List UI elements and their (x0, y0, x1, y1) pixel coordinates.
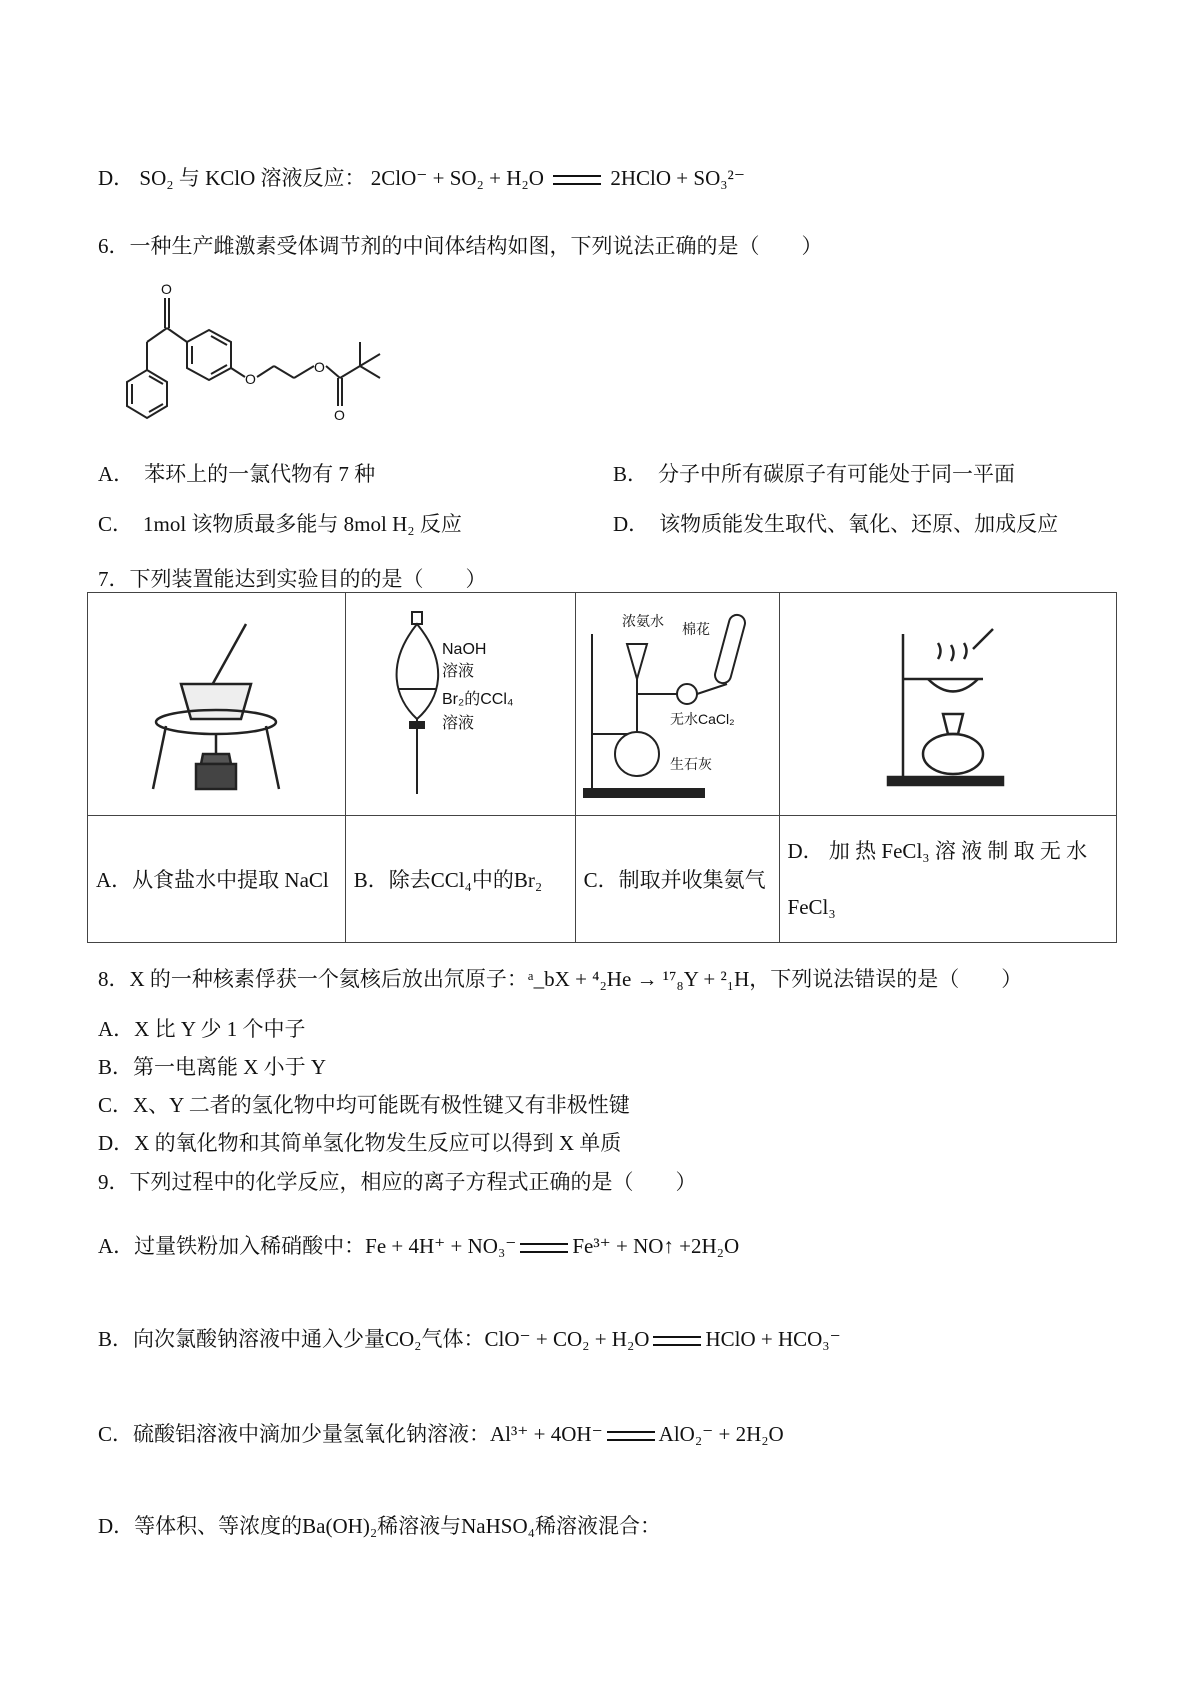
figure-label: 溶液 (442, 663, 475, 680)
atom-label: O (245, 371, 256, 387)
q6-stem: 6．一种生产雌激素受体调节剂的中间体结构如图，下列说法正确的是（ ） (98, 234, 823, 258)
apparatus-b-cell (345, 593, 575, 816)
figure-label: Br₂的CCl₄ (442, 691, 514, 708)
separatory-funnel-figure (370, 604, 550, 804)
caption-a: A．从食盐水中提取 NaCl (88, 816, 346, 943)
q9-option-d: D．等体积、等浓度的Ba(OH)₂稀溶液与NaHSO₄稀溶液混合： (98, 1514, 661, 1538)
q8-option-b: B．第一电离能 X 小于 Y (98, 1055, 327, 1079)
q8-option-a: A．X 比 Y 少 1 个中子 (98, 1017, 306, 1041)
caption-b: B．除去CCl₄中的Br₂ (345, 816, 575, 943)
atom-label: O (334, 407, 345, 423)
q8-option-c: C．X、Y 二者的氢化物中均可能既有极性键又有非极性键 (98, 1093, 630, 1117)
apparatus-d-cell (779, 593, 1116, 816)
figure-label: 棉花 (682, 621, 711, 637)
figure-label: NaOH (442, 641, 487, 658)
equals-sign (553, 175, 601, 185)
q9-option-c: C．硫酸铝溶液中滴加少量氢氧化钠溶液：Al³⁺ + 4OH⁻ AlO₂⁻ + 2H₂O (98, 1422, 784, 1446)
atom-label: O (314, 359, 325, 375)
q5-option-d: D． SO₂ 与 KClO 溶液反应： 2ClO⁻ + SO₂ + H₂O 2HClO + SO₃²⁻ (98, 166, 745, 190)
evaporating-dish-figure (141, 614, 291, 794)
q6-option-c: C． 1mol 该物质最多能与 8mol H₂ 反应 (98, 512, 462, 536)
q9-option-b: B．向次氯酸钠溶液中通入少量CO₂气体：ClO⁻ + CO₂ + H₂O HClO + HCO₃⁻ (98, 1327, 841, 1351)
q9-option-a: A．过量铁粉加入稀硝酸中：Fe + 4H⁺ + NO₃⁻ Fe³⁺ + NO↑ +2H₂O (98, 1234, 740, 1258)
caption-d: D． 加 热 FeCl₃ 溶 液 制 取 无 水 FeCl₃ (779, 816, 1116, 943)
q6-option-a: A． 苯环上的一氯代物有 7 种 (98, 462, 376, 486)
figure-label: 浓氨水 (622, 613, 665, 629)
q6-option-b: B． 分子中所有碳原子有可能处于同一平面 (613, 462, 1016, 486)
q8-stem: 8．X 的一种核素俘获一个氦核后放出氘原子：ᵃ_bX + ⁴₂He → ¹⁷₈Y + ²₁H，下列说法错误的是（ ） (98, 967, 1023, 991)
equals-sign (607, 1431, 655, 1441)
figure-label: 生石灰 (670, 756, 713, 772)
figure-label: 无水CaCl₂ (670, 711, 735, 727)
q7-stem: 7．下列装置能达到实验目的的是（ ） (98, 567, 487, 591)
ammonia-apparatus-figure (582, 604, 772, 804)
figure-label: 溶液 (442, 715, 475, 732)
q9-stem: 9．下列过程中的化学反应，相应的离子方程式正确的是（ ） (98, 1170, 697, 1194)
molecule-structure (102, 280, 422, 450)
apparatus-c-cell (575, 593, 779, 816)
apparatus-a-cell (88, 593, 346, 816)
caption-c: C．制取并收集氨气 (575, 816, 779, 943)
atom-label: O (161, 281, 172, 297)
q6-option-d: D． 该物质能发生取代、氧化、还原、加成反应 (613, 512, 1059, 536)
equals-sign (653, 1336, 701, 1346)
apparatus-table (87, 592, 1117, 943)
q8-option-d: D．X 的氧化物和其简单氢化物发生反应可以得到 X 单质 (98, 1131, 622, 1155)
equals-sign (520, 1243, 568, 1253)
heating-dish-figure (883, 619, 1013, 789)
